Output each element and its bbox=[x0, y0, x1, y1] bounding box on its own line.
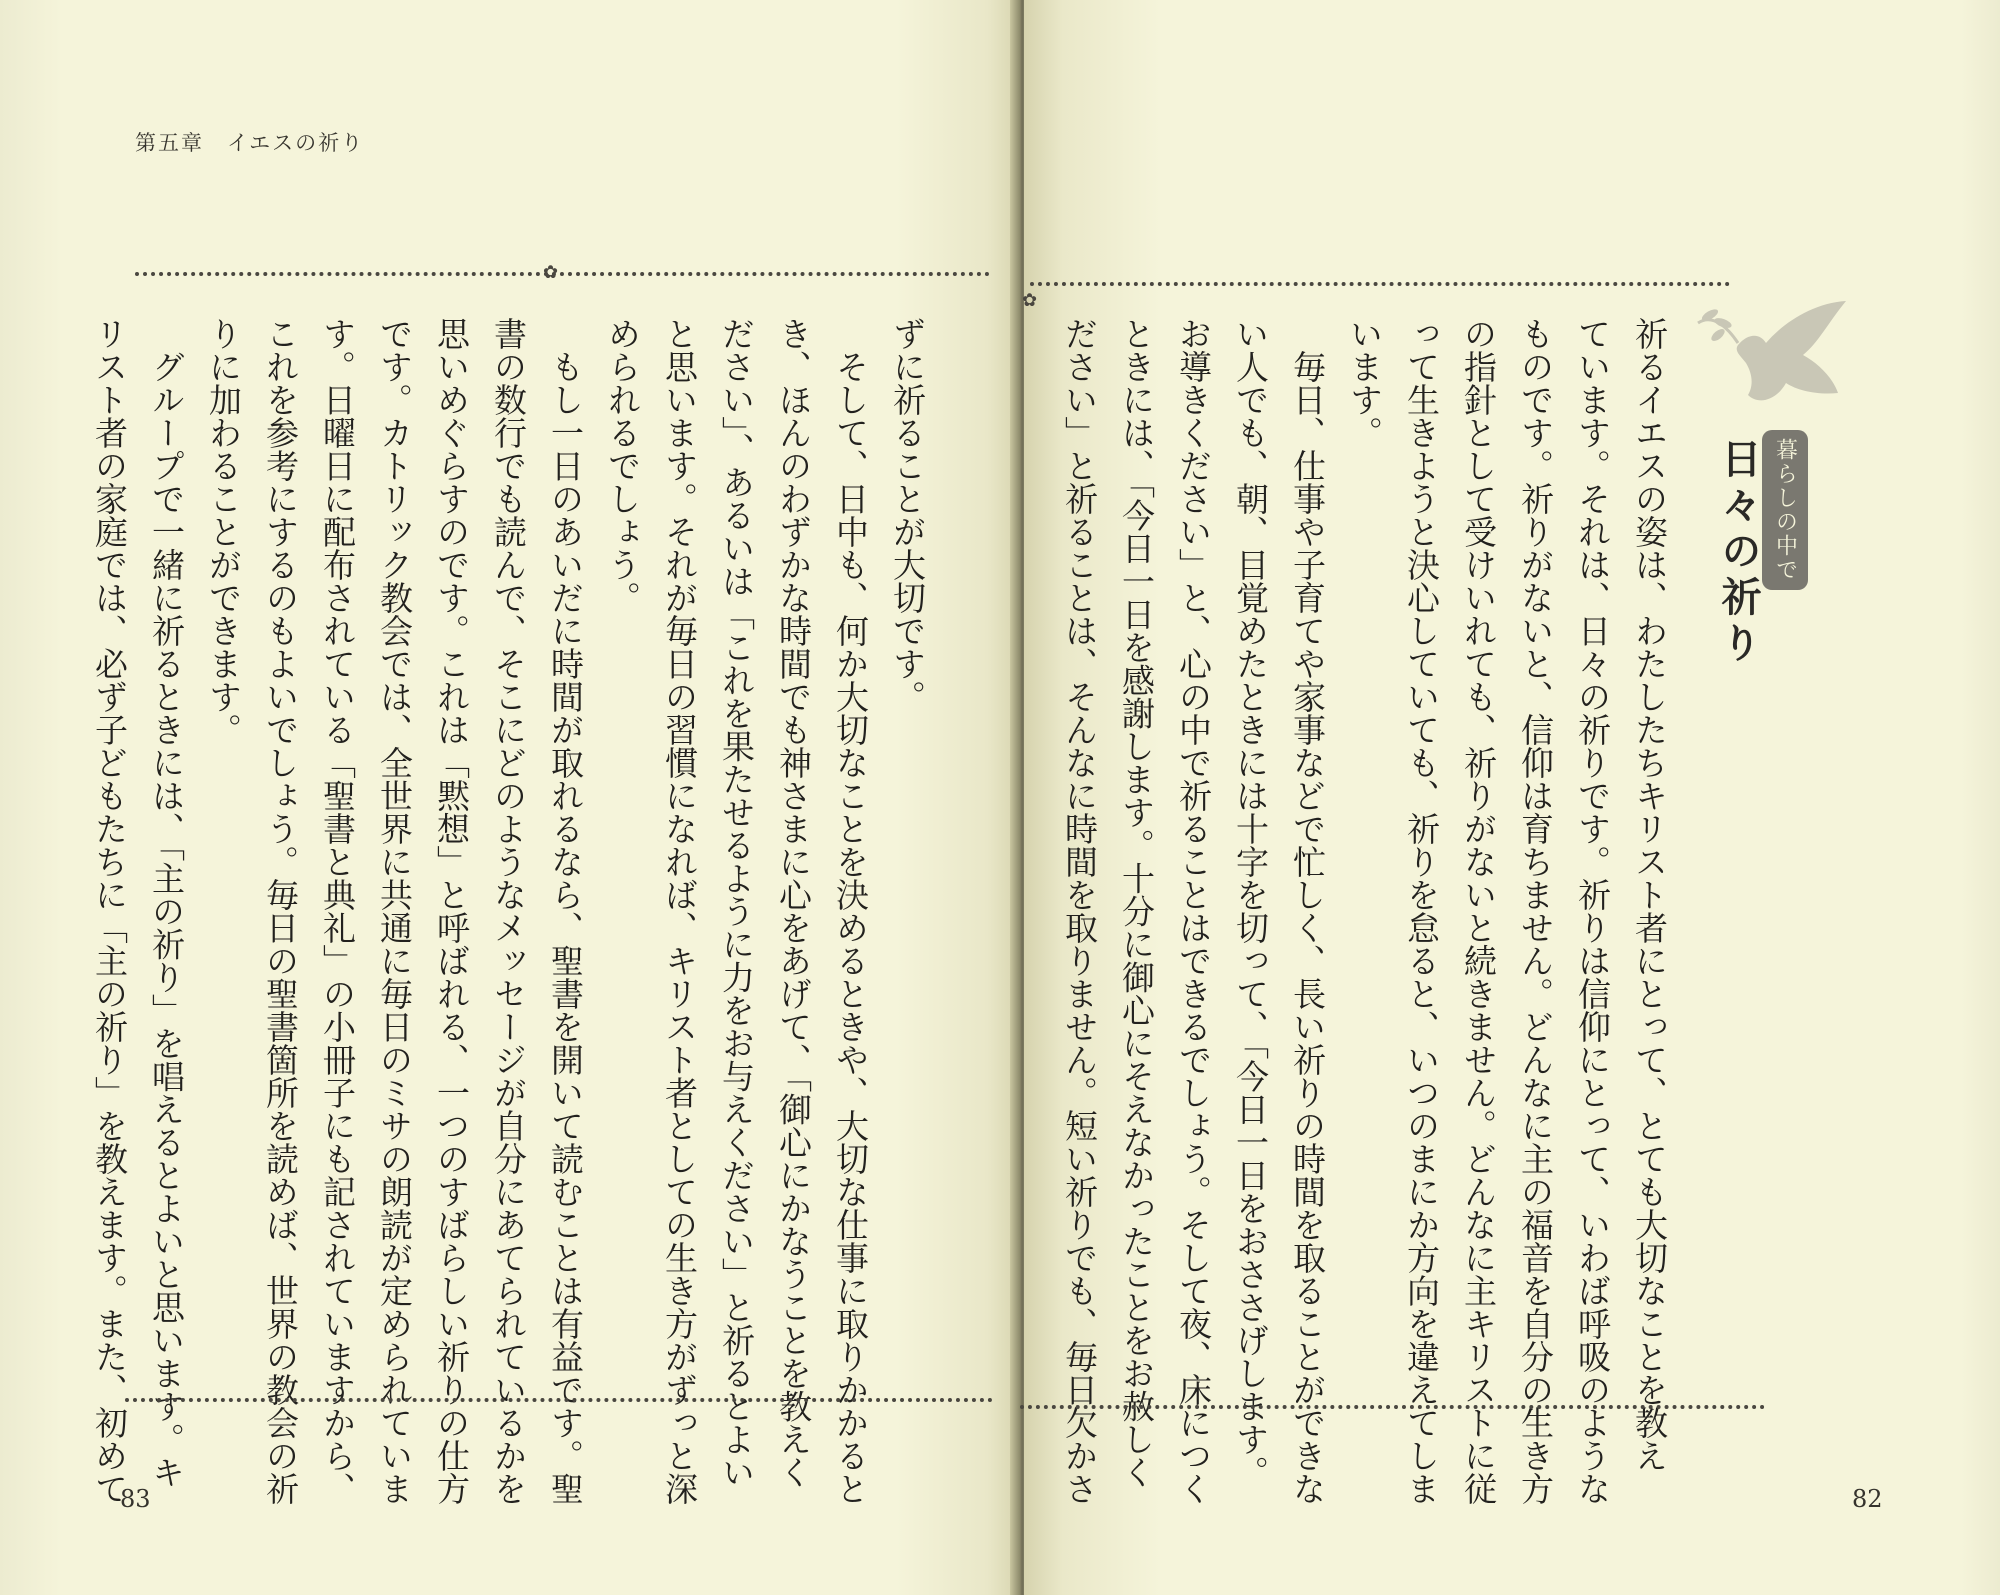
flower-ornament-icon: ✿ bbox=[543, 262, 559, 283]
bottom-divider-left bbox=[125, 1398, 993, 1402]
dove-icon bbox=[1688, 283, 1848, 423]
body-text-left: ずに祈ることが大切です。 そして、日中も、何か大切なことを決めるときや、大切な仕事に取りかかると き、ほんのわずかな時間でも神さまに心をあげて、「御心にかなうことを教えく ださい」、あるいは「これを果たせるように力をお与えください」と祈るとよい と思います。それが毎日の習慣になれば、キリスト者としての生き方がずっと深 められるでしょう。 もし一日のあいだに時間が取れるなら、聖書を開いて読むことは有益です。聖 書の数行でも読んで、そこにどのようなメッセージが自分にあてられているかを 思いめぐらすのです。これは「黙想」と呼ばれる、一つのすばらしい祈りの仕方 です。カトリック教会では、全世界に共通に毎日のミサの朗読が定められていま す。日曜日に配布されている「聖書と典礼」の小冊子にも記されていますから、 これを参考にするのもよいでしょう。毎日の聖書箇所を読めば、世界の教会の祈 りに加わることができます。 グループで一緒に祈るときには、「主の祈り」を唱えるとよいと思います。キ リスト者の家庭では、必ず子どもたちに「主の祈り」を教えます。また、初めて bbox=[90, 317, 927, 1505]
top-divider-left bbox=[135, 272, 990, 276]
flower-ornament-icon: ✿ bbox=[1022, 290, 1038, 311]
section-title: 日々の祈り bbox=[1715, 438, 1761, 668]
bottom-divider-right bbox=[1020, 1405, 1765, 1409]
page-number-right: 82 bbox=[1852, 1485, 1883, 1513]
body-text-right: 祈るイエスの姿は、わたしたちキリスト者にとって、とても大切なことを教え ています。それは、日々の祈りです。祈りは信仰にとって、いわば呼吸のような ものです。祈りがないと、信仰は育ちません。どんなに主の福音を自分の生き方 の指針として受けいれても、祈りがないと続きません。どんなに主キリストに従 って生きようと決心していても、祈りを怠ると、いつのまにか方向を違えてしま います。 毎日、仕事や子育てや家事などで忙しく、長い祈りの時間を取ることができな い人でも、朝、目覚めたときには十字を切って、「今日一日をおささげします。 お導きください」と、心の中で祈ることはできるでしょう。そして夜、床につく ときには、「今日一日を感謝します。十分に御心にそえなかったことをお赦しく ださい」と祈ることは、そんなに時間を取りません。短い祈りでも、毎日欠かさ bbox=[1060, 317, 1669, 1505]
page-number-left: 83 bbox=[120, 1485, 151, 1513]
chapter-header: 第五章 イエスの祈り bbox=[135, 131, 365, 155]
top-divider-right bbox=[1030, 282, 1730, 286]
section-badge: 暮らしの中で bbox=[1762, 430, 1808, 590]
